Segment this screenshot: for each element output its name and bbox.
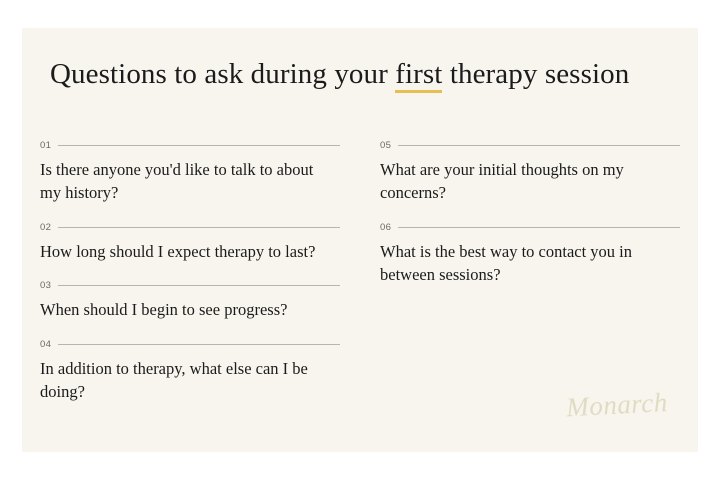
list-item-number: 04 (40, 338, 52, 350)
divider (58, 344, 340, 345)
divider (398, 227, 680, 228)
list-item-number: 05 (380, 140, 392, 151)
list-item-header (40, 339, 340, 350)
list-item-header (40, 222, 340, 233)
questions-columns (22, 140, 698, 421)
list-item-header (40, 280, 340, 291)
page-title-pre: Questions to ask during your (50, 58, 396, 90)
list-item-text: What is the best way to contact you in between sessions? (380, 241, 633, 285)
list-item (380, 140, 680, 205)
questions-column-left (40, 140, 340, 421)
list-item-header (40, 140, 340, 151)
list-item (40, 222, 340, 263)
list-item-number: 01 (40, 140, 52, 151)
list-item (40, 339, 340, 404)
list-item-header (380, 140, 680, 151)
divider (398, 145, 680, 146)
list-item-text: In addition to therapy, what else can I be doing? (40, 358, 308, 402)
page-title (50, 58, 670, 91)
list-item-header (380, 222, 680, 233)
list-item-number: 02 (40, 221, 52, 233)
list-item (40, 140, 340, 205)
brand-wordmark: Monarch (565, 387, 668, 423)
list-item-text: Is there anyone you'd like to talk to about my history? (40, 160, 314, 203)
list-item-number: 06 (380, 221, 392, 233)
page-title-post: therapy session (442, 58, 630, 90)
info-card (22, 28, 698, 452)
list-item-text: How long should I expect therapy to last? (40, 241, 316, 261)
questions-column-right (380, 140, 680, 421)
list-item-number: 03 (40, 280, 52, 292)
list-item-text: When should I begin to see progress? (40, 300, 288, 320)
divider (58, 227, 340, 228)
list-item (40, 280, 340, 321)
page-title-highlight: first (395, 58, 443, 90)
divider (58, 285, 340, 286)
list-item-text: What are your initial thoughts on my concerns? (380, 160, 624, 203)
divider (58, 145, 340, 146)
list-item (380, 222, 680, 287)
